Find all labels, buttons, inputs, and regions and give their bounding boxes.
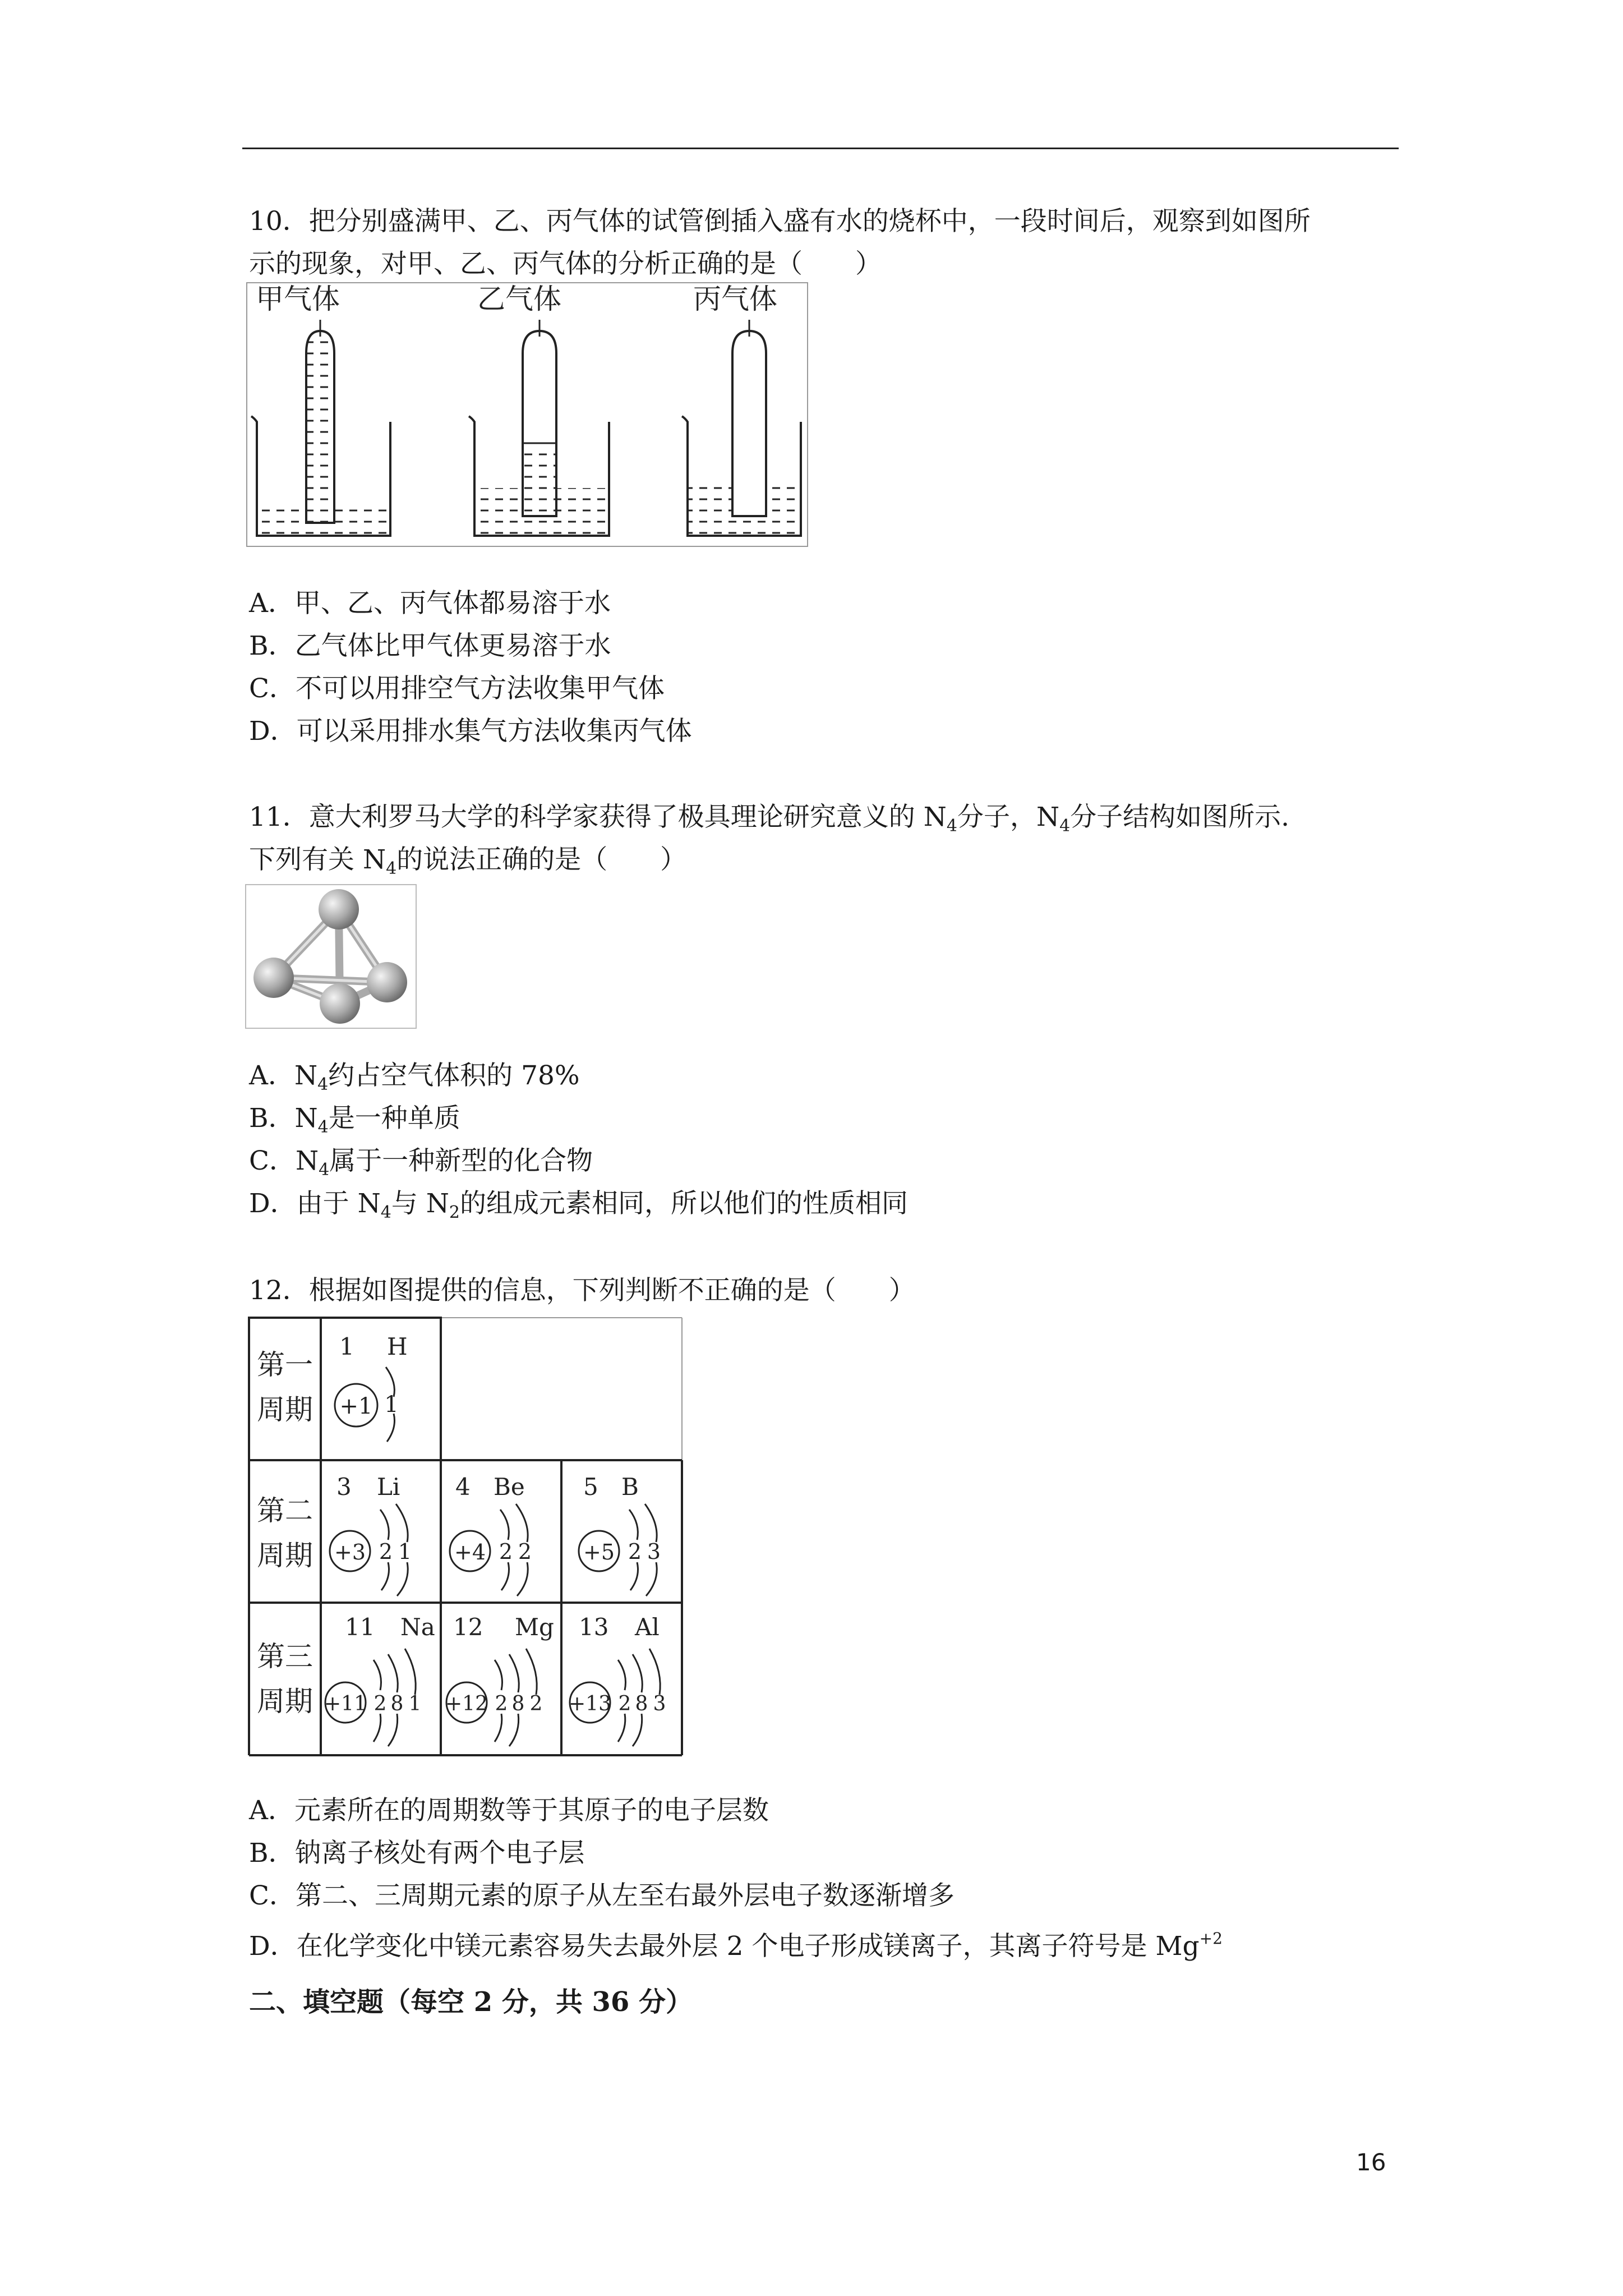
period-3-label-a: 第三 (257, 1640, 313, 1673)
svg-text:2: 2 (529, 1692, 543, 1715)
svg-text:1: 1 (384, 1392, 399, 1418)
header-rule (242, 148, 1399, 149)
svg-text:2: 2 (374, 1692, 387, 1715)
q10-stem-line2: 示的现象，对甲、乙、丙气体的分析正确的是（ ） (249, 249, 882, 279)
svg-text:1: 1 (408, 1692, 422, 1715)
q11-n4-molecule-figure (245, 884, 418, 1030)
q11-option-a[interactable]: A．$N_4$约占空气体积的 78% (249, 1060, 580, 1094)
element-cell-al (569, 1613, 666, 1746)
svg-text:B: B (621, 1473, 639, 1501)
svg-text:8: 8 (390, 1692, 404, 1715)
q12-option-b[interactable]: B．钠离子核处有两个电子层 (249, 1838, 585, 1869)
element-cell-be (450, 1473, 532, 1596)
svg-text:2: 2 (518, 1539, 532, 1564)
q10-option-d[interactable]: D．可以采用排水集气方法收集丙气体 (249, 716, 692, 747)
svg-text:1: 1 (339, 1333, 354, 1360)
q12-option-a[interactable]: A．元素所在的周期数等于其原子的电子层数 (249, 1795, 769, 1826)
q10-label-bing: 丙气体 (693, 283, 777, 315)
period-1-label-b: 周期 (257, 1393, 313, 1426)
element-cell-h (335, 1333, 408, 1442)
svg-text:2: 2 (495, 1692, 508, 1715)
svg-text:+13: +13 (569, 1692, 611, 1715)
svg-text:3: 3 (647, 1539, 661, 1564)
svg-text:+11: +11 (324, 1692, 367, 1715)
q11-stem-line2: 下列有关 $N_4$的说法正确的是（ ） (249, 844, 687, 878)
svg-text:+3: +3 (334, 1540, 366, 1565)
period-2-label-a: 第二 (257, 1494, 313, 1527)
svg-text:4: 4 (455, 1473, 471, 1501)
q12-stem: 12．根据如图提供的信息，下列判断不正确的是（ ） (249, 1275, 915, 1306)
svg-text:2: 2 (499, 1539, 513, 1564)
beaker-yi (469, 320, 609, 536)
q10-beaker-figure (245, 280, 811, 550)
svg-text:1: 1 (398, 1539, 412, 1564)
element-cell-li (330, 1473, 412, 1596)
svg-text:13: 13 (579, 1613, 609, 1641)
q11-stem-line1: 11．意大利罗马大学的科学家获得了极具理论研究意义的 $N_4$分子，$N_4$分子结构如图所示. (249, 802, 1290, 836)
svg-text:2: 2 (379, 1539, 393, 1564)
svg-text:12: 12 (453, 1613, 483, 1641)
q12-option-c[interactable]: C．第二、三周期元素的原子从左至右最外层电子数逐渐增多 (249, 1880, 955, 1911)
period-2-label-b: 周期 (257, 1539, 313, 1572)
svg-text:+12: +12 (445, 1692, 488, 1715)
svg-text:5: 5 (583, 1473, 598, 1501)
element-cell-na (324, 1613, 435, 1746)
q10-label-jia: 甲气体 (256, 283, 340, 315)
svg-text:3: 3 (653, 1692, 666, 1715)
svg-text:Al: Al (635, 1613, 660, 1641)
q10-option-b[interactable]: B．乙气体比甲气体更易溶于水 (249, 631, 611, 661)
svg-text:Be: Be (494, 1473, 525, 1501)
svg-text:Na: Na (400, 1613, 435, 1641)
svg-text:2: 2 (618, 1692, 631, 1715)
svg-text:+1: +1 (339, 1393, 373, 1419)
q10-stem-line1: 10．把分别盛满甲、乙、丙气体的试管倒插入盛有水的烧杯中，一段时间后，观察到如图所 (249, 206, 1311, 237)
beaker-bing (682, 320, 801, 536)
beaker-jia (251, 320, 390, 536)
svg-text:Mg: Mg (515, 1613, 554, 1641)
q11-option-d[interactable]: D．由于 $N_4$与 $N_2$的组成元素相同，所以他们的性质相同 (249, 1188, 909, 1222)
element-cell-mg (445, 1613, 554, 1746)
page-number: 16 (1356, 2148, 1386, 2176)
q10-option-a[interactable]: A．甲、乙、丙气体都易溶于水 (249, 588, 611, 619)
svg-text:2: 2 (628, 1539, 642, 1564)
svg-text:+4: +4 (454, 1540, 486, 1565)
q10-option-c[interactable]: C．不可以用排空气方法收集甲气体 (249, 673, 665, 704)
element-cell-b (579, 1473, 661, 1596)
q10-label-yi: 乙气体 (477, 283, 561, 315)
q11-option-c[interactable]: C．$N_4$属于一种新型的化合物 (249, 1145, 593, 1180)
svg-text:Li: Li (377, 1473, 400, 1501)
period-3-label-b: 周期 (257, 1685, 313, 1718)
svg-text:3: 3 (336, 1473, 352, 1501)
q12-periodic-table-figure (247, 1315, 690, 1764)
q12-option-d[interactable]: D．在化学变化中镁元素容易失去最外层 2 个电子形成镁离子，其离子符号是 $Mg^{+2}$ (249, 1929, 1223, 1962)
section-2-heading: 二、填空题（每空 2 分，共 36 分） (249, 1986, 693, 2018)
period-1-label-a: 第一 (257, 1349, 313, 1381)
q11-option-b[interactable]: B．$N_4$是一种单质 (249, 1103, 460, 1137)
svg-text:H: H (387, 1333, 408, 1360)
svg-text:8: 8 (511, 1692, 525, 1715)
svg-text:8: 8 (635, 1692, 648, 1715)
svg-text:11: 11 (345, 1613, 375, 1641)
svg-text:+5: +5 (583, 1540, 615, 1565)
